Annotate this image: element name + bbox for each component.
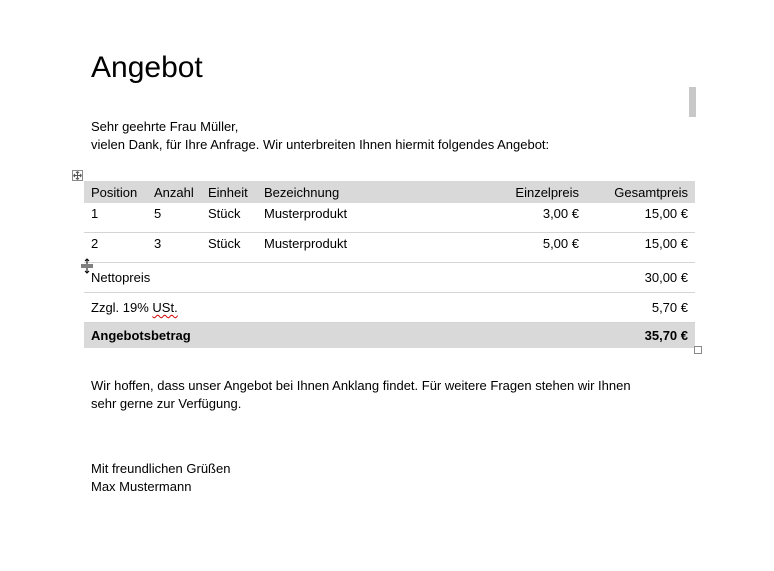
closing-line-1: Wir hoffen, dass unser Angebot bei Ihnen Anklang findet. Für weitere Fragen stehen wir Ihnen [91, 378, 631, 393]
cell-total-price[interactable]: 15,00 € [586, 203, 695, 233]
greeting: Sehr geehrte Frau Müller, [91, 119, 239, 134]
offer-table[interactable] [84, 181, 695, 348]
cell-unit-price[interactable]: 3,00 € [477, 203, 586, 233]
header-description[interactable]: Bezeichnung [257, 181, 477, 203]
page-title: Angebot [91, 51, 203, 84]
header-total-price[interactable]: Gesamtpreis [586, 181, 695, 203]
header-unit-price[interactable]: Einzelpreis [477, 181, 586, 203]
cell-quantity[interactable]: 3 [147, 233, 201, 263]
cell-description[interactable]: Musterprodukt [257, 233, 477, 263]
total-label[interactable]: Angebotsbetrag [84, 323, 586, 349]
vat-label-word: USt. [152, 300, 178, 315]
cell-unit[interactable]: Stück [201, 233, 257, 263]
vat-label-prefix: Zzgl. 19% [91, 300, 153, 315]
scrollbar-thumb[interactable] [689, 87, 696, 117]
vat-label[interactable] [84, 293, 586, 323]
cell-total-price[interactable]: 15,00 € [586, 233, 695, 263]
cell-description[interactable]: Musterprodukt [257, 203, 477, 233]
row-resize-cursor-icon [80, 258, 94, 274]
regards: Mit freundlichen Grüßen [91, 461, 231, 476]
net-price-label[interactable]: Nettopreis [84, 263, 586, 293]
signature: Max Mustermann [91, 479, 192, 494]
intro-text: vielen Dank, für Ihre Anfrage. Wir unterbreiten Ihnen hiermit folgendes Angebot: [91, 137, 550, 152]
cell-position[interactable]: 1 [84, 203, 147, 233]
header-position[interactable]: Position [84, 181, 147, 203]
table-resize-handle-icon[interactable] [694, 346, 702, 354]
total-value[interactable]: 35,70 € [586, 323, 695, 349]
closing-line-2: sehr gerne zur Verfügung. [91, 396, 242, 411]
cell-unit-price[interactable]: 5,00 € [477, 233, 586, 263]
table-move-handle-icon[interactable] [72, 170, 83, 181]
cell-quantity[interactable]: 5 [147, 203, 201, 233]
net-price-row [84, 263, 695, 293]
table-header-row [84, 181, 695, 203]
move-arrows-icon [73, 171, 82, 180]
cell-unit[interactable]: Stück [201, 203, 257, 233]
vat-row [84, 293, 695, 323]
net-price-value[interactable]: 30,00 € [586, 263, 695, 293]
total-row [84, 323, 695, 349]
cell-position[interactable]: 2 [84, 233, 147, 263]
vat-value[interactable]: 5,70 € [586, 293, 695, 323]
table-row [84, 233, 695, 263]
header-unit[interactable]: Einheit [201, 181, 257, 203]
header-quantity[interactable]: Anzahl [147, 181, 201, 203]
table-row [84, 203, 695, 233]
